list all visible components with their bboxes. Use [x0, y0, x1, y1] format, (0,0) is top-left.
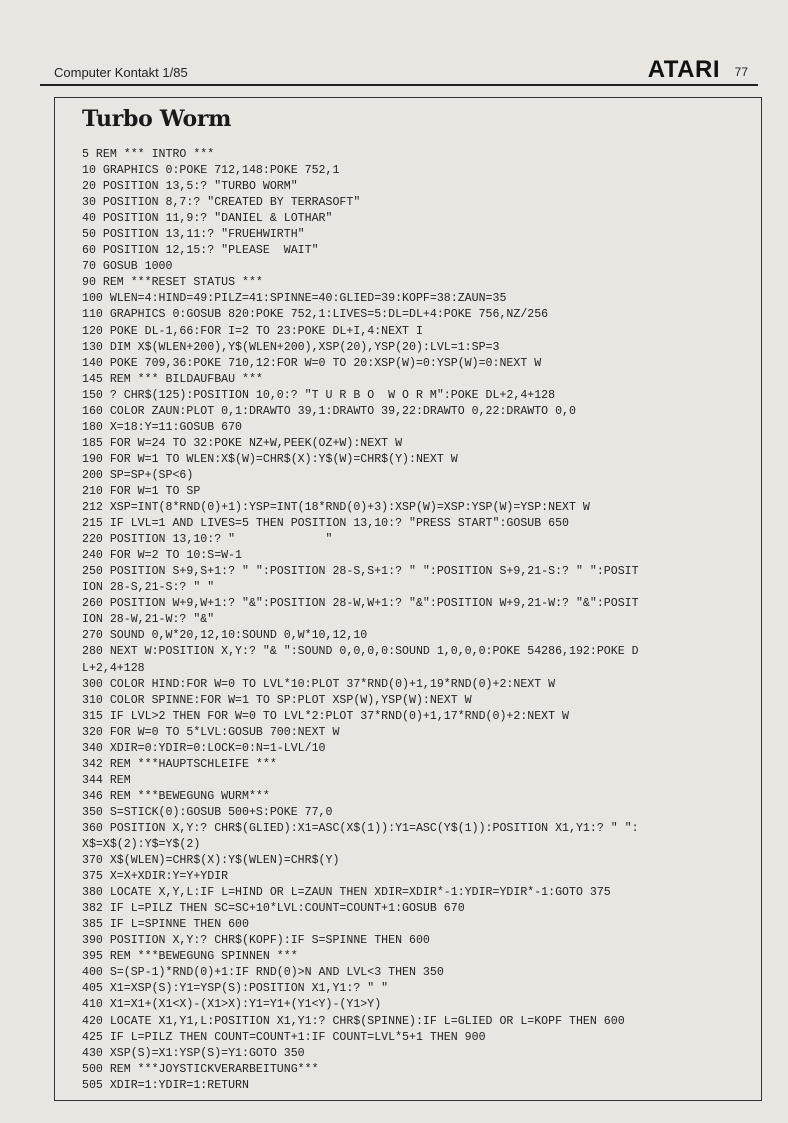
code-line: 375 X=X+XDIR:Y=Y+YDIR — [82, 870, 229, 884]
code-line: 425 IF L=PILZ THEN COUNT=COUNT+1:IF COUNT=LVL*5+1 THEN 900 — [82, 1030, 486, 1044]
publication-name: Computer Kontakt 1/85 — [54, 65, 188, 80]
code-line: 140 POKE 709,36:POKE 710,12:FOR W=0 TO 20:XSP(W)=0:YSP(W)=0:NEXT W — [82, 356, 542, 370]
code-line: 190 FOR W=1 TO WLEN:X$(W)=CHR$(X):Y$(W)=CHR$(Y):NEXT W — [82, 452, 458, 466]
code-line: 5 REM *** INTRO *** — [82, 148, 215, 161]
code-line: 350 S=STICK(0):GOSUB 500+S:POKE 77,0 — [82, 805, 333, 819]
code-line: ION 28-W,21-W:? "&" — [82, 613, 215, 627]
code-line: 385 IF L=SPINNE THEN 600 — [82, 918, 249, 932]
code-line: 370 X$(WLEN)=CHR$(X):Y$(WLEN)=CHR$(Y) — [82, 854, 340, 868]
page-number: 77 — [734, 65, 748, 79]
code-line: 320 FOR W=0 TO 5*LVL:GOSUB 700:NEXT W — [82, 725, 340, 739]
code-line: X$=X$(2):Y$=Y$(2) — [82, 838, 201, 852]
code-line: 380 LOCATE X,Y,L:IF L=HIND OR L=ZAUN THEN XDIR=XDIR*-1:YDIR=YDIR*-1:GOTO 375 — [82, 886, 611, 900]
code-line: 130 DIM X$(WLEN+200),Y$(WLEN+200),XSP(20),YSP(20):LVL=1:SP=3 — [82, 340, 500, 354]
code-line: 150 ? CHR$(125):POSITION 10,0:? "T U R B O W O R M":POKE DL+2,4+128 — [82, 388, 556, 402]
code-line: 420 LOCATE X1,Y1,L:POSITION X1,Y1:? CHR$(SPINNE):IF L=GLIED OR L=KOPF THEN 600 — [82, 1014, 625, 1028]
code-line: 505 XDIR=1:YDIR=1:RETURN — [82, 1078, 249, 1092]
code-line: 100 WLEN=4:HIND=49:PILZ=41:SPINNE=40:GLIED=39:KOPF=38:ZAUN=35 — [82, 292, 507, 306]
code-line: 160 COLOR ZAUN:PLOT 0,1:DRAWTO 39,1:DRAWTO 39,22:DRAWTO 0,22:DRAWTO 0,0 — [82, 404, 576, 418]
code-line: 395 REM ***BEWEGUNG SPINNEN *** — [82, 950, 298, 964]
code-line: 185 FOR W=24 TO 32:POKE NZ+W,PEEK(OZ+W):NEXT W — [82, 436, 403, 450]
code-listing — [82, 147, 754, 1094]
code-line: 344 REM — [82, 773, 131, 787]
code-line: 240 FOR W=2 TO 10:S=W-1 — [82, 549, 243, 563]
brand-label: ATARI — [647, 56, 720, 83]
code-line: 280 NEXT W:POSITION X,Y:? "& ":SOUND 0,0,0,0:SOUND 1,0,0,0:POKE 54286,192:POKE D — [82, 645, 639, 659]
code-line: 200 SP=SP+(SP<6) — [82, 468, 194, 482]
code-line: 30 POSITION 8,7:? "CREATED BY TERRASOFT" — [82, 196, 361, 210]
code-line: 210 FOR W=1 TO SP — [82, 484, 201, 498]
code-line: 220 POSITION 13,10:? " " — [82, 533, 333, 547]
code-line: 346 REM ***BEWEGUNG WURM*** — [82, 789, 270, 803]
code-line: 70 GOSUB 1000 — [82, 260, 173, 274]
code-line: 270 SOUND 0,W*20,12,10:SOUND 0,W*10,12,10 — [82, 629, 368, 643]
code-line: 90 REM ***RESET STATUS *** — [82, 276, 263, 290]
article-title: Turbo Worm — [82, 106, 232, 132]
code-line: 405 X1=XSP(S):Y1=YSP(S):POSITION X1,Y1:? " " — [82, 982, 389, 996]
code-line: 50 POSITION 13,11:? "FRUEHWIRTH" — [82, 228, 305, 242]
code-line: 60 POSITION 12,15:? "PLEASE WAIT" — [82, 244, 319, 258]
code-line: 400 S=(SP-1)*RND(0)+1:IF RND(0)>N AND LVL<3 THEN 350 — [82, 966, 444, 980]
code-line: 340 XDIR=0:YDIR=0:LOCK=0:N=1-LVL/10 — [82, 741, 326, 755]
code-line: 120 POKE DL-1,66:FOR I=2 TO 23:POKE DL+I,4:NEXT I — [82, 324, 423, 338]
code-line: 260 POSITION W+9,W+1:? "&":POSITION 28-W,W+1:? "&":POSITION W+9,21-W:? "&":POSIT — [82, 597, 639, 611]
code-line: 20 POSITION 13,5:? "TURBO WORM" — [82, 180, 298, 194]
code-line: 180 X=18:Y=11:GOSUB 670 — [82, 420, 243, 434]
code-line: 40 POSITION 11,9:? "DANIEL & LOTHAR" — [82, 212, 333, 226]
code-line: 430 XSP(S)=X1:YSP(S)=Y1:GOTO 350 — [82, 1046, 305, 1060]
code-line: 110 GRAPHICS 0:GOSUB 820:POKE 752,1:LIVES=5:DL=DL+4:POKE 756,NZ/256 — [82, 308, 549, 322]
code-line: ION 28-S,21-S:? " " — [82, 581, 215, 595]
code-line: 500 REM ***JOYSTICKVERARBEITUNG*** — [82, 1062, 319, 1076]
code-line: 315 IF LVL>2 THEN FOR W=0 TO LVL*2:PLOT 37*RND(0)+1,17*RND(0)+2:NEXT W — [82, 709, 570, 723]
code-line: 390 POSITION X,Y:? CHR$(KOPF):IF S=SPINNE THEN 600 — [82, 934, 430, 948]
code-line: 342 REM ***HAUPTSCHLEIFE *** — [82, 757, 277, 771]
code-line: 382 IF L=PILZ THEN SC=SC+10*LVL:COUNT=COUNT+1:GOSUB 670 — [82, 902, 465, 916]
code-line: 300 COLOR HIND:FOR W=0 TO LVL*10:PLOT 37*RND(0)+1,19*RND(0)+2:NEXT W — [82, 677, 556, 691]
code-line: 10 GRAPHICS 0:POKE 712,148:POKE 752,1 — [82, 164, 340, 178]
code-line: L+2,4+128 — [82, 661, 145, 675]
code-line: 215 IF LVL=1 AND LIVES=5 THEN POSITION 13,10:? "PRESS START":GOSUB 650 — [82, 517, 570, 531]
code-line: 212 XSP=INT(8*RND(0)+1):YSP=INT(18*RND(0)+3):XSP(W)=XSP:YSP(W)=YSP:NEXT W — [82, 501, 590, 515]
code-line: 145 REM *** BILDAUFBAU *** — [82, 372, 263, 386]
code-line: 360 POSITION X,Y:? CHR$(GLIED):X1=ASC(X$(1)):Y1=ASC(Y$(1)):POSITION X1,Y1:? " ": — [82, 821, 639, 835]
code-line: 310 COLOR SPINNE:FOR W=1 TO SP:PLOT XSP(W),YSP(W):NEXT W — [82, 693, 472, 707]
page-header — [40, 52, 758, 86]
code-line: 410 X1=X1+(X1<X)-(X1>X):Y1=Y1+(Y1<Y)-(Y1>Y) — [82, 998, 382, 1012]
code-line: 250 POSITION S+9,S+1:? " ":POSITION 28-S,S+1:? " ":POSITION S+9,21-S:? " ":POSIT — [82, 565, 639, 579]
